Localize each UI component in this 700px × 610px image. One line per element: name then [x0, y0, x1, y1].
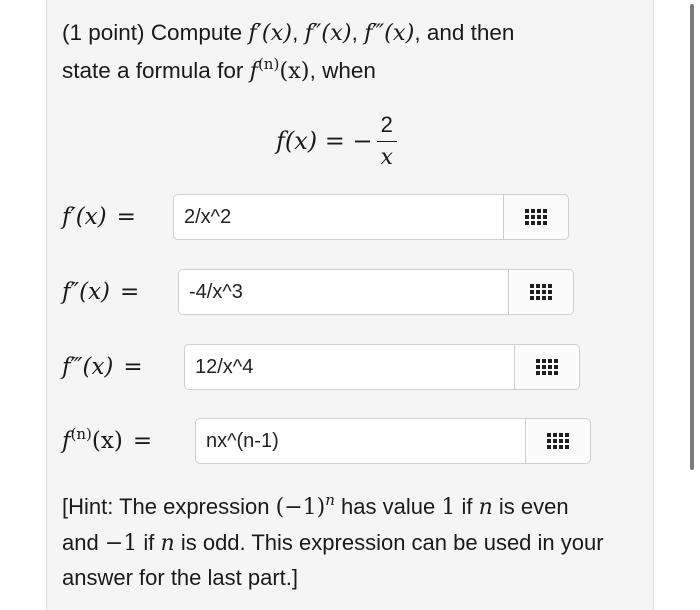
answer-row-second-derivative — [62, 268, 139, 316]
answer-label: f″(x) = — [62, 279, 140, 305]
when-text: , when — [309, 58, 376, 83]
answer-input[interactable]: nx^(n-1) — [206, 429, 279, 452]
grid-keypad-icon — [536, 359, 558, 375]
nth-derivative-notation: $f^{(n)}(x)$ — [249, 55, 310, 84]
function-fraction — [377, 111, 397, 172]
points-label: (1 point) — [62, 20, 145, 45]
intro-text: Compute — [150, 20, 243, 45]
function-lhs: f(x) = − — [276, 127, 373, 155]
problem-statement: (1 point) Compute f′(x), f″(x), f‴(x), and then state a formula for $f^{(n)}(x)$, when — [62, 20, 515, 84]
answer-input[interactable]: -4/x^3 — [189, 280, 243, 303]
hint-expression: $(-1)^n$ — [275, 491, 335, 520]
answer-row-nth-derivative — [62, 417, 152, 465]
third-derivative-notation: f‴(x) — [364, 20, 415, 46]
and-then-text: , and then — [414, 20, 515, 45]
fraction-numerator: 2 — [377, 111, 397, 142]
grid-keypad-icon — [525, 209, 547, 225]
equation-editor-button[interactable] — [508, 270, 573, 314]
first-derivative-notation: f′(x) — [248, 20, 293, 46]
grid-keypad-icon — [547, 433, 569, 449]
hint-text: [Hint: The expression $(-1)^n$ has value 1 if n is even and −1 if n is odd. This expression can be used in your answer for the last part.] — [62, 491, 604, 590]
fraction-denominator: x — [380, 144, 393, 170]
equation-editor-button[interactable] — [503, 195, 568, 239]
answer-label: $f^{(n)}(x)$ = — [62, 425, 153, 454]
answer-input[interactable]: 2/x^2 — [184, 205, 232, 228]
grid-keypad-icon — [530, 284, 552, 300]
answer-row-first-derivative — [62, 193, 136, 241]
answer-field-third-derivative[interactable] — [184, 344, 580, 390]
answer-row-third-derivative — [62, 343, 143, 391]
equation-editor-button[interactable] — [514, 345, 579, 389]
answer-label: f′(x) = — [62, 204, 136, 230]
answer-input[interactable]: 12/x^4 — [195, 355, 254, 378]
answer-label: f‴(x) = — [62, 354, 143, 380]
answer-field-second-derivative[interactable] — [178, 269, 574, 315]
answer-field-nth-derivative[interactable] — [195, 418, 591, 464]
answer-field-first-derivative[interactable] — [173, 194, 569, 240]
scrollbar[interactable] — [690, 4, 694, 470]
formula-prompt-text: state a formula for — [62, 58, 244, 83]
function-definition — [276, 106, 397, 176]
second-derivative-notation: f″(x) — [304, 20, 352, 46]
equation-editor-button[interactable] — [525, 419, 590, 463]
